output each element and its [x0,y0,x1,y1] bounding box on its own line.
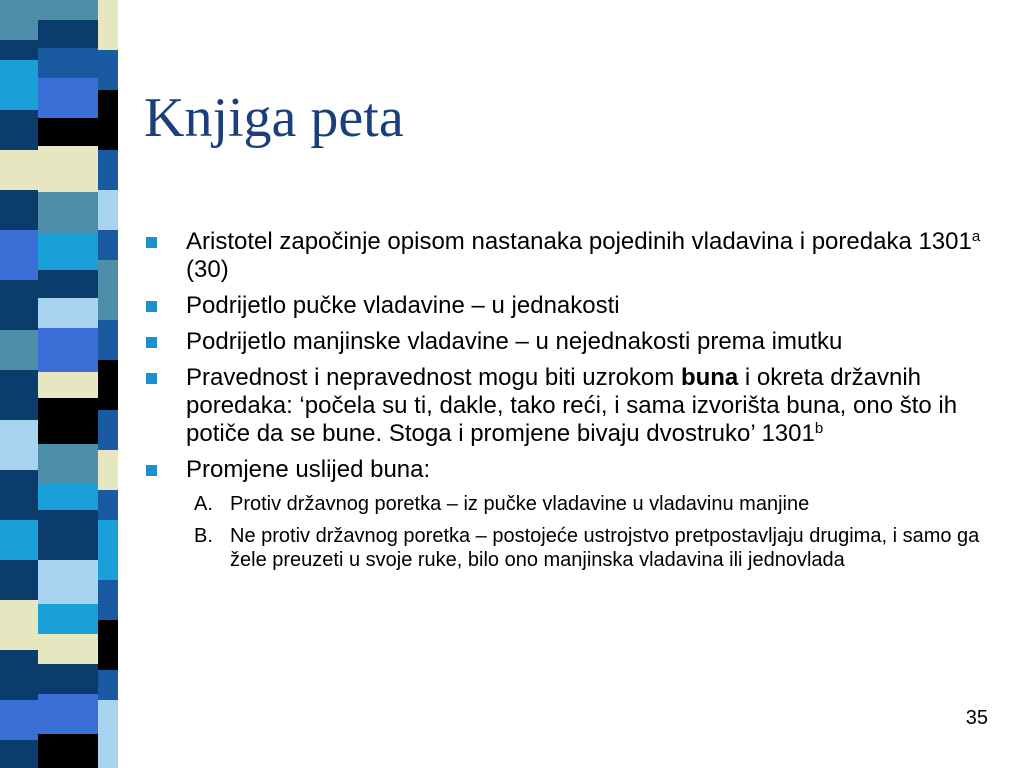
sub-item [146,492,996,516]
square-bullet-icon [146,465,157,476]
square-bullet-icon [146,237,157,248]
superscript: b [814,420,824,437]
bullet-text-after: i okreta državnih poredaka: ‘počela su ti, dakle, tako reći, i sama izvorišta buna, ono što ih potiče da se bune. Stoga i promjene bivaju dvostruko’ 1301 [186,364,958,447]
sub-item-text: Ne protiv državnog poretka – postojeće ustrojstvo pretpostavljaju drugima, i samo ga žele preuzeti u svoje ruke, bilo ono manjinska vladavina ili jednovlada [230,525,980,571]
bullet-text-after: (30) [186,256,229,283]
square-bullet-icon [146,301,157,312]
bullet-text: Promjene uslijed buna: [186,456,431,483]
bullet-text: Podrijetlo pučke vladavine – u jednakosti [186,292,620,319]
square-bullet-icon [146,337,157,348]
decorative-stripe-bar [0,0,118,768]
bullet-item [146,228,996,284]
sub-item-text: Protiv državnog poretka – iz pučke vladavine u vladavinu manjine [230,493,810,515]
bullet-item [146,364,996,448]
sub-item [146,524,996,572]
page-number: 35 [965,707,988,729]
bullet-text: Podrijetlo manjinske vladavine – u nejednakosti prema imutku [186,328,843,355]
bullet-text-before: Pravednost i nepravednost mogu biti uzrokom [186,364,681,391]
bullet-item [146,456,996,484]
sub-item-letter: B. [194,525,213,547]
bullet-text: Aristotel započinje opisom nastanaka pojedinih vladavina i poredaka 1301 [186,228,972,255]
bullet-item [146,328,996,356]
slide-title: Knjiga peta [144,87,404,149]
bold-term: buna [680,364,739,391]
slide-content [146,228,996,580]
square-bullet-icon [146,373,157,384]
sub-item-letter: A. [194,493,213,515]
bullet-item [146,292,996,320]
superscript: a [971,228,981,245]
